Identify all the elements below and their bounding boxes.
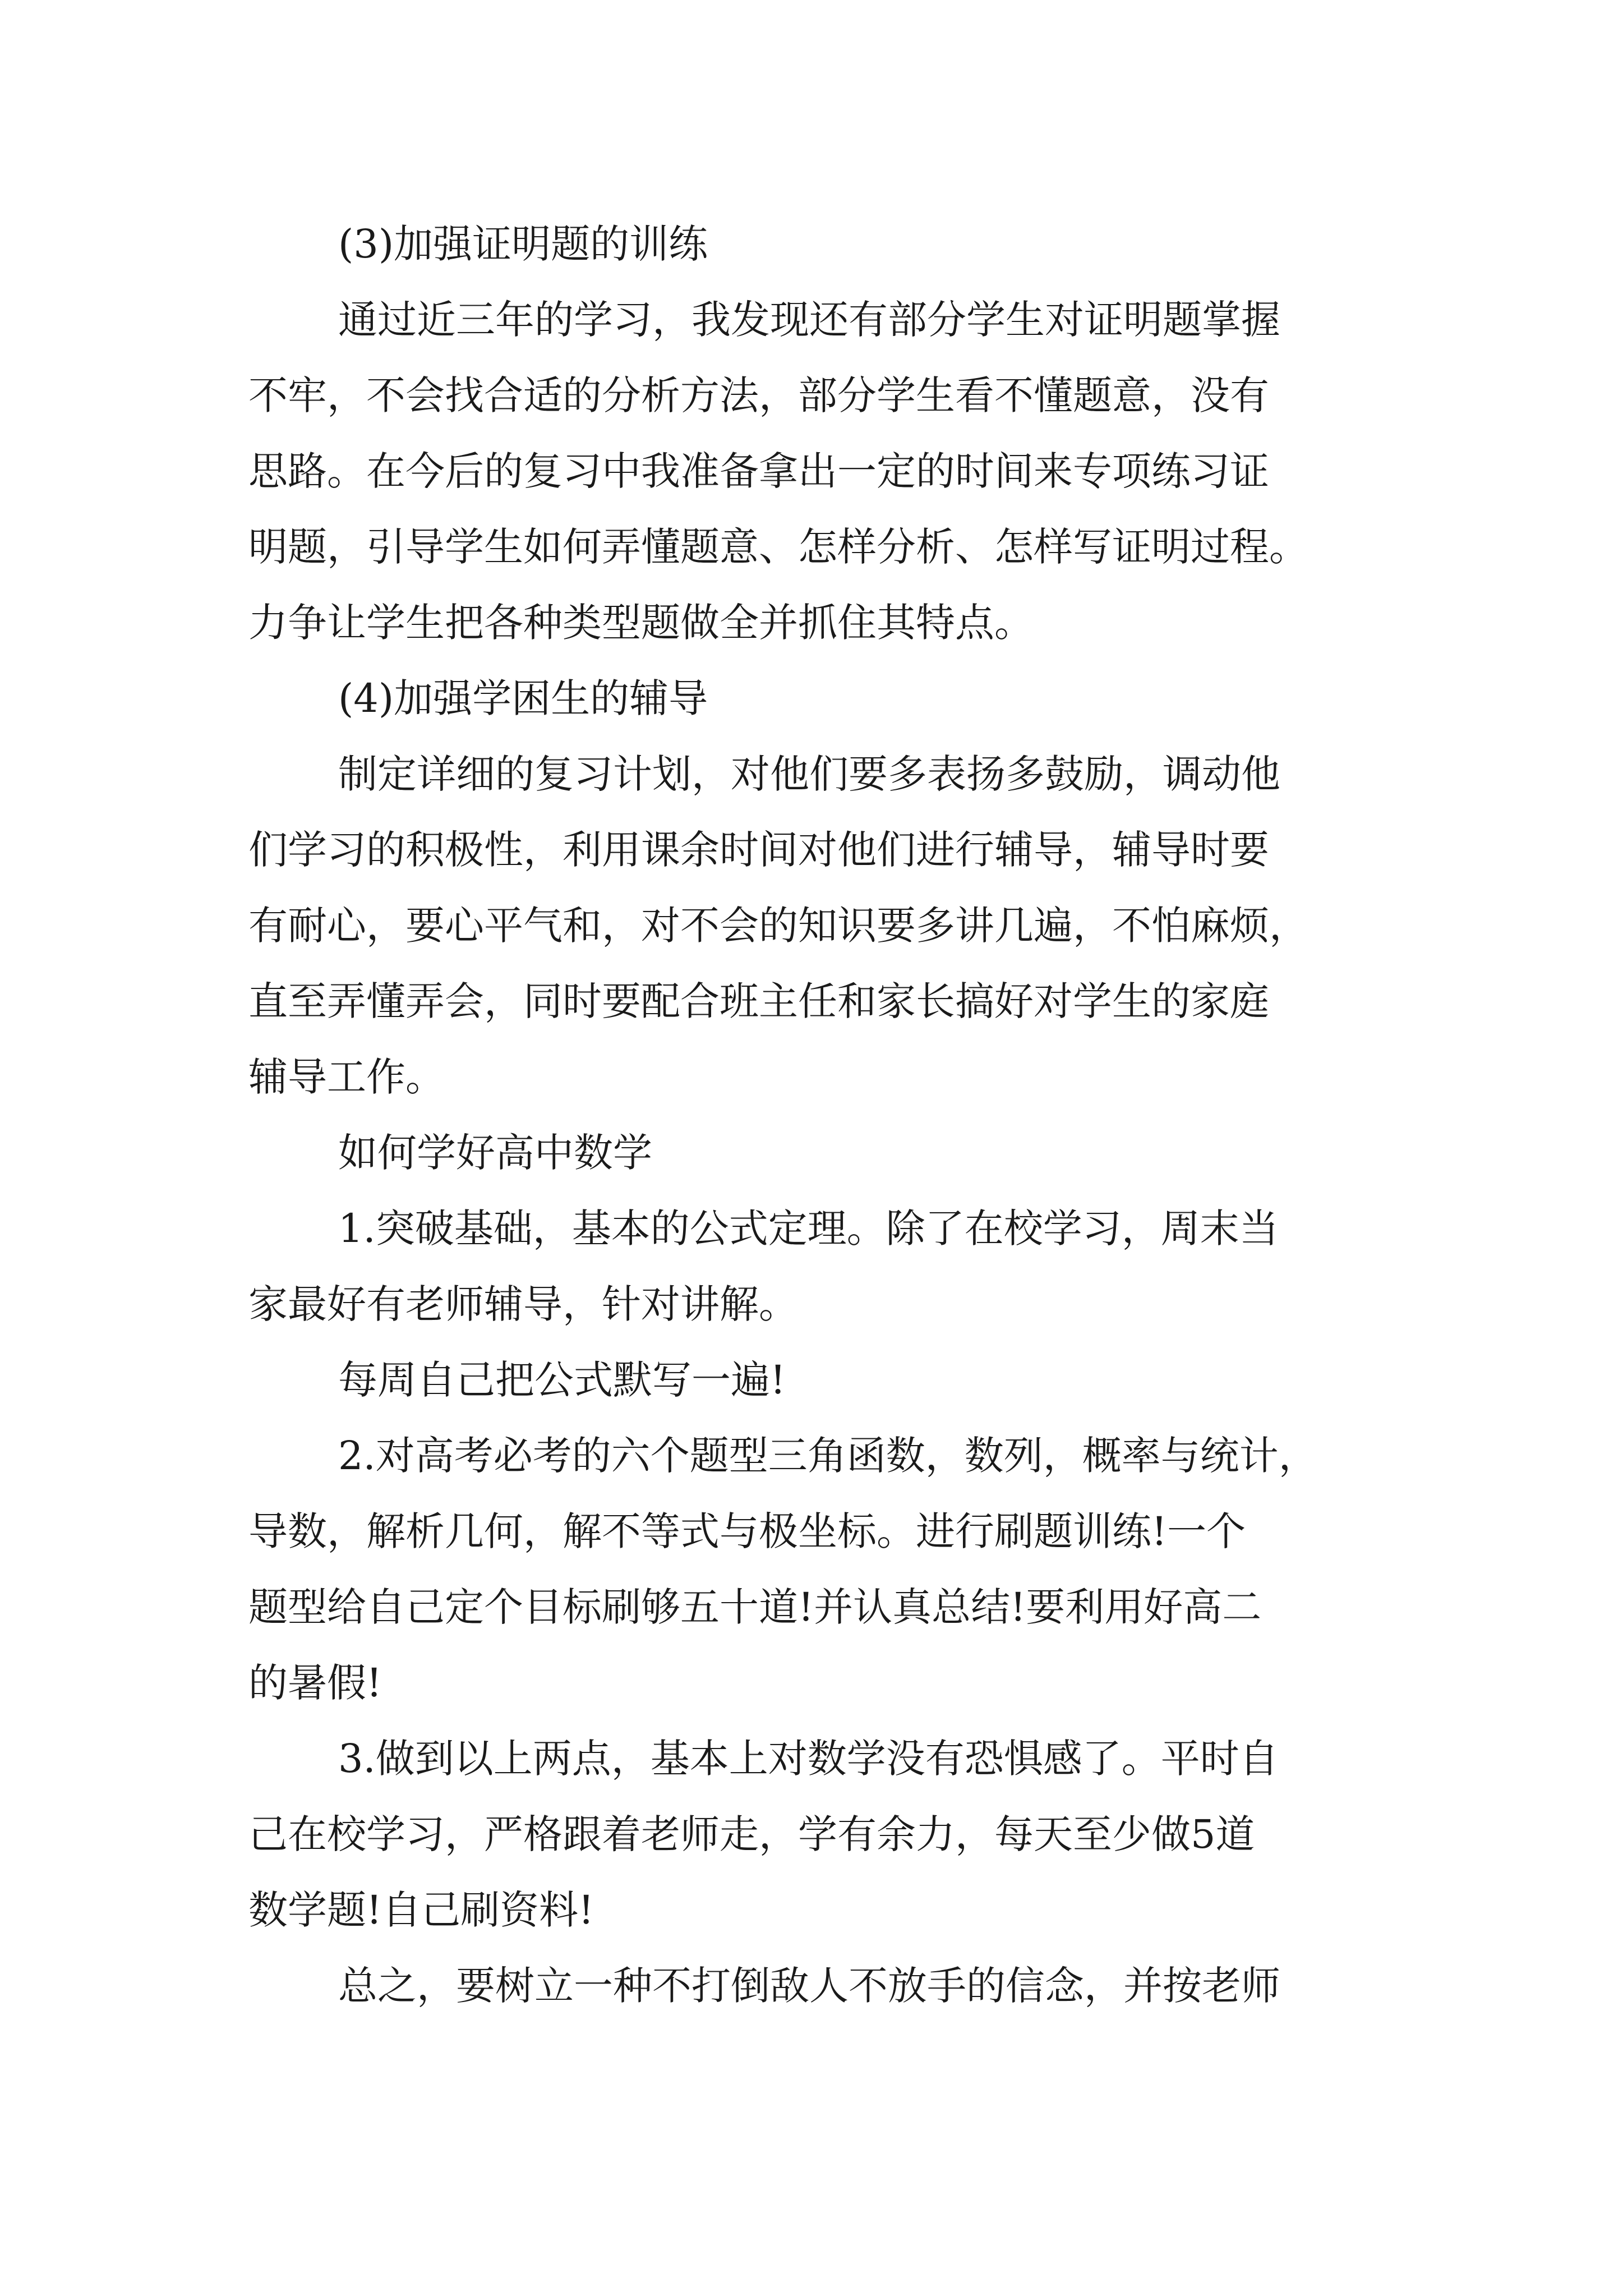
paragraph-line: 辅导工作。 xyxy=(248,1054,445,1100)
heading-proof-training: (3)加强证明题的训练 xyxy=(338,221,708,267)
paragraph-line: 制定详细的复习计划，对他们要多表扬多鼓励，调动他 xyxy=(338,751,1280,797)
heading-how-to-learn-math: 如何学好高中数学 xyxy=(338,1130,652,1176)
paragraph-line: 直至弄懂弄会，同时要配合班主任和家长搞好对学生的家庭 xyxy=(248,978,1269,1024)
list-item-line: 2.对高考必考的六个题型三角函数，数列，概率与统计， xyxy=(338,1433,1318,1479)
list-item-line: 导数，解析几何，解不等式与极坐标。进行刷题训练!一个 xyxy=(248,1508,1246,1554)
heading-struggling-students: (4)加强学困生的辅导 xyxy=(338,675,708,721)
paragraph-line: 不牢，不会找合适的分析方法，部分学生看不懂题意，没有 xyxy=(248,372,1269,418)
list-item-line: 的暑假! xyxy=(248,1660,382,1706)
list-item-line: 数学题!自己刷资料! xyxy=(248,1887,594,1933)
list-item-line: 1.突破基础，基本的公式定理。除了在校学习，周末当 xyxy=(338,1205,1279,1251)
paragraph-line: 有耐心，要心平气和，对不会的知识要多讲几遍，不怕麻烦， xyxy=(248,903,1308,949)
list-item-line: 己在校学习，严格跟着老师走，学有余力，每天至少做5道 xyxy=(248,1811,1255,1857)
paragraph-line: 总之，要树立一种不打倒敌人不放手的信念，并按老师 xyxy=(338,1963,1280,2009)
list-item-line: 家最好有老师辅导，针对讲解。 xyxy=(248,1281,798,1327)
list-item-line: 题型给自己定个目标刷够五十道!并认真总结!要利用好高二 xyxy=(248,1584,1262,1630)
paragraph-line: 思路。在今后的复习中我准备拿出一定的时间来专项练习证 xyxy=(248,448,1269,494)
paragraph-line: 力争让学生把各种类型题做全并抓住其特点。 xyxy=(248,600,1034,646)
paragraph-line: 每周自己把公式默写一遍! xyxy=(338,1357,786,1403)
list-item-line: 3.做到以上两点，基本上对数学没有恐惧感了。平时自 xyxy=(338,1736,1279,1782)
paragraph-line: 明题，引导学生如何弄懂题意、怎样分析、怎样写证明过程。 xyxy=(248,524,1308,570)
paragraph-line: 们学习的积极性，利用课余时间对他们进行辅导，辅导时要 xyxy=(248,827,1269,873)
paragraph-line: 通过近三年的学习，我发现还有部分学生对证明题掌握 xyxy=(338,297,1280,343)
